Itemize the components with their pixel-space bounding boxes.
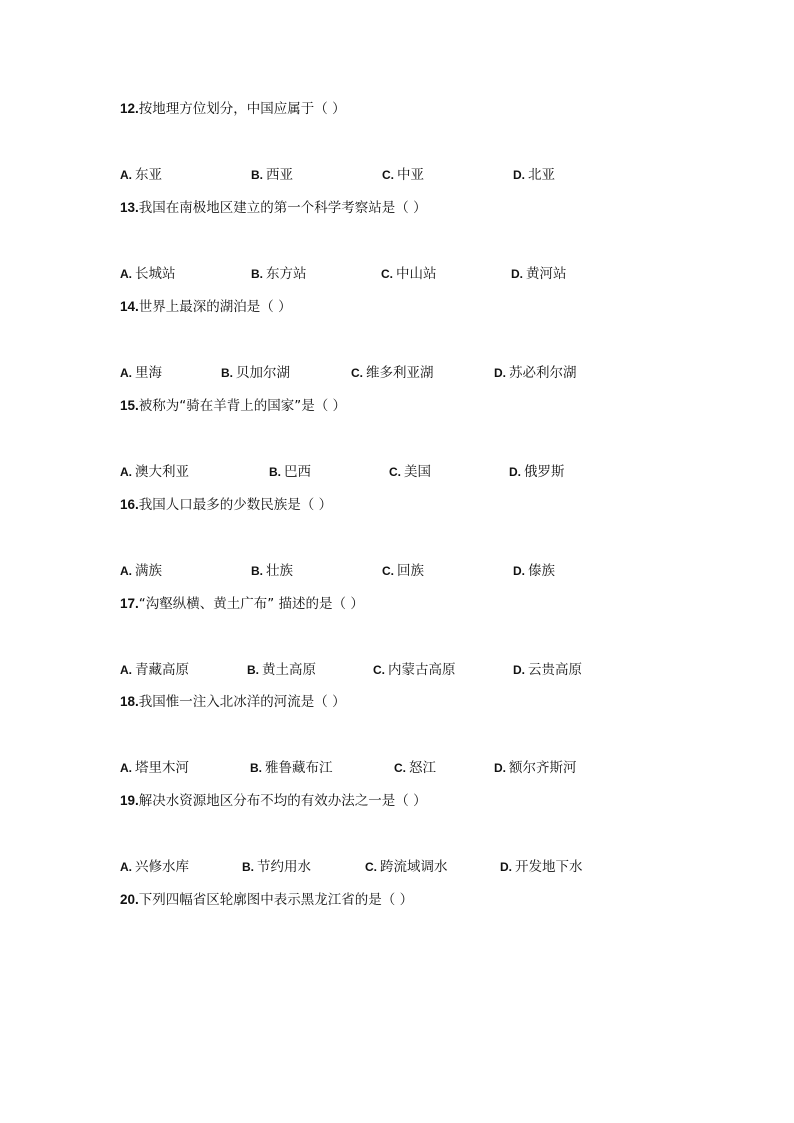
option-a bbox=[120, 166, 162, 184]
question-stem: “沟壑纵横、黄土广布” 描述的是（ ） bbox=[138, 596, 364, 612]
option-text: 西亚 bbox=[266, 167, 293, 183]
option-label: C. bbox=[381, 267, 393, 281]
question-number: 13. bbox=[120, 200, 139, 215]
option-b bbox=[269, 463, 311, 481]
options-15 bbox=[0, 463, 794, 481]
option-label: C. bbox=[351, 366, 363, 380]
option-c bbox=[382, 562, 424, 580]
question-stem: 下列四幅省区轮廓图中表示黑龙江省的是（ ） bbox=[138, 892, 414, 908]
option-text: 巴西 bbox=[284, 464, 311, 480]
option-b bbox=[242, 858, 311, 876]
option-label: B. bbox=[251, 168, 263, 182]
option-text: 北亚 bbox=[528, 167, 555, 183]
question-stem: 按地理方位划分，中国应属于（ ） bbox=[138, 101, 346, 117]
option-text: 傣族 bbox=[528, 563, 555, 579]
option-label: A. bbox=[120, 860, 132, 874]
question-number: 16. bbox=[120, 497, 139, 512]
option-text: 中山站 bbox=[396, 266, 437, 282]
question-14 bbox=[120, 298, 292, 316]
option-d bbox=[494, 364, 577, 382]
option-label: A. bbox=[120, 761, 132, 775]
question-number: 17. bbox=[120, 596, 139, 611]
option-a bbox=[120, 265, 176, 283]
option-text: 东方站 bbox=[266, 266, 307, 282]
option-text: 东亚 bbox=[135, 167, 162, 183]
option-b bbox=[250, 759, 333, 777]
option-b bbox=[221, 364, 290, 382]
option-label: B. bbox=[251, 564, 263, 578]
question-number: 15. bbox=[120, 398, 139, 413]
option-c bbox=[351, 364, 434, 382]
option-label: D. bbox=[511, 267, 523, 281]
option-a bbox=[120, 463, 189, 481]
option-text: 兴修水库 bbox=[135, 859, 189, 875]
option-d bbox=[509, 463, 565, 481]
option-text: 澳大利亚 bbox=[135, 464, 189, 480]
option-label: C. bbox=[389, 465, 401, 479]
option-text: 雅鲁藏布江 bbox=[265, 760, 333, 776]
option-label: B. bbox=[221, 366, 233, 380]
question-17 bbox=[120, 595, 364, 613]
option-text: 中亚 bbox=[397, 167, 424, 183]
option-d bbox=[513, 166, 555, 184]
question-13 bbox=[120, 199, 427, 217]
option-a bbox=[120, 858, 189, 876]
option-text: 苏必利尔湖 bbox=[509, 365, 577, 381]
question-stem: 解决水资源地区分布不均的有效办法之一是（ ） bbox=[138, 793, 427, 809]
option-label: B. bbox=[242, 860, 254, 874]
option-c bbox=[365, 858, 448, 876]
option-text: 塔里木河 bbox=[135, 760, 189, 776]
option-text: 开发地下水 bbox=[515, 859, 583, 875]
question-18 bbox=[120, 693, 346, 711]
question-number: 19. bbox=[120, 793, 139, 808]
question-20 bbox=[120, 891, 413, 909]
question-12 bbox=[120, 100, 346, 118]
option-d bbox=[500, 858, 583, 876]
option-text: 云贵高原 bbox=[528, 662, 582, 678]
option-label: A. bbox=[120, 366, 132, 380]
option-label: D. bbox=[513, 168, 525, 182]
option-text: 长城站 bbox=[135, 266, 176, 282]
option-b bbox=[251, 562, 293, 580]
option-text: 贝加尔湖 bbox=[236, 365, 290, 381]
options-18 bbox=[0, 759, 794, 777]
option-label: B. bbox=[250, 761, 262, 775]
option-text: 维多利亚湖 bbox=[366, 365, 434, 381]
options-13 bbox=[0, 265, 794, 283]
option-label: D. bbox=[494, 366, 506, 380]
option-text: 回族 bbox=[397, 563, 424, 579]
option-text: 额尔齐斯河 bbox=[509, 760, 577, 776]
options-19 bbox=[0, 858, 794, 876]
option-label: A. bbox=[120, 465, 132, 479]
option-label: A. bbox=[120, 267, 132, 281]
option-a bbox=[120, 661, 189, 679]
option-c bbox=[373, 661, 456, 679]
option-c bbox=[382, 166, 424, 184]
option-label: C. bbox=[365, 860, 377, 874]
option-label: D. bbox=[509, 465, 521, 479]
options-14 bbox=[0, 364, 794, 382]
option-label: D. bbox=[513, 564, 525, 578]
options-12 bbox=[0, 166, 794, 184]
option-d bbox=[494, 759, 577, 777]
option-label: A. bbox=[120, 663, 132, 677]
option-c bbox=[394, 759, 436, 777]
option-d bbox=[513, 562, 555, 580]
options-17 bbox=[0, 661, 794, 679]
option-c bbox=[381, 265, 437, 283]
option-text: 美国 bbox=[404, 464, 431, 480]
option-label: B. bbox=[269, 465, 281, 479]
option-label: C. bbox=[382, 168, 394, 182]
option-text: 黄河站 bbox=[526, 266, 567, 282]
question-15 bbox=[120, 397, 346, 415]
option-b bbox=[247, 661, 316, 679]
option-text: 黄土高原 bbox=[262, 662, 316, 678]
question-stem: 我国在南极地区建立的第一个科学考察站是（ ） bbox=[138, 200, 427, 216]
option-label: D. bbox=[494, 761, 506, 775]
option-text: 壮族 bbox=[266, 563, 293, 579]
question-number: 14. bbox=[120, 299, 139, 314]
option-label: C. bbox=[382, 564, 394, 578]
option-a bbox=[120, 759, 189, 777]
question-16 bbox=[120, 496, 332, 514]
option-text: 跨流域调水 bbox=[380, 859, 448, 875]
question-number: 20. bbox=[120, 892, 139, 907]
option-text: 青藏高原 bbox=[135, 662, 189, 678]
question-stem: 世界上最深的湖泊是（ ） bbox=[138, 299, 292, 315]
question-number: 12. bbox=[120, 101, 139, 116]
question-19 bbox=[120, 792, 427, 810]
option-c bbox=[389, 463, 431, 481]
option-text: 俄罗斯 bbox=[524, 464, 565, 480]
option-b bbox=[251, 166, 293, 184]
option-label: D. bbox=[500, 860, 512, 874]
option-label: B. bbox=[247, 663, 259, 677]
option-text: 满族 bbox=[135, 563, 162, 579]
option-label: C. bbox=[373, 663, 385, 677]
option-text: 里海 bbox=[135, 365, 162, 381]
option-label: A. bbox=[120, 564, 132, 578]
option-d bbox=[511, 265, 567, 283]
question-stem: 我国人口最多的少数民族是（ ） bbox=[138, 497, 333, 513]
option-text: 怒江 bbox=[409, 760, 436, 776]
option-label: B. bbox=[251, 267, 263, 281]
option-b bbox=[251, 265, 307, 283]
option-label: D. bbox=[513, 663, 525, 677]
question-stem: 我国惟一注入北冰洋的河流是（ ） bbox=[138, 694, 346, 710]
option-label: C. bbox=[394, 761, 406, 775]
question-stem: 被称为“骑在羊背上的国家”是（ ） bbox=[138, 398, 347, 414]
option-a bbox=[120, 364, 162, 382]
option-d bbox=[513, 661, 582, 679]
option-label: A. bbox=[120, 168, 132, 182]
question-number: 18. bbox=[120, 694, 139, 709]
option-text: 节约用水 bbox=[257, 859, 311, 875]
option-a bbox=[120, 562, 162, 580]
options-16 bbox=[0, 562, 794, 580]
option-text: 内蒙古高原 bbox=[388, 662, 456, 678]
